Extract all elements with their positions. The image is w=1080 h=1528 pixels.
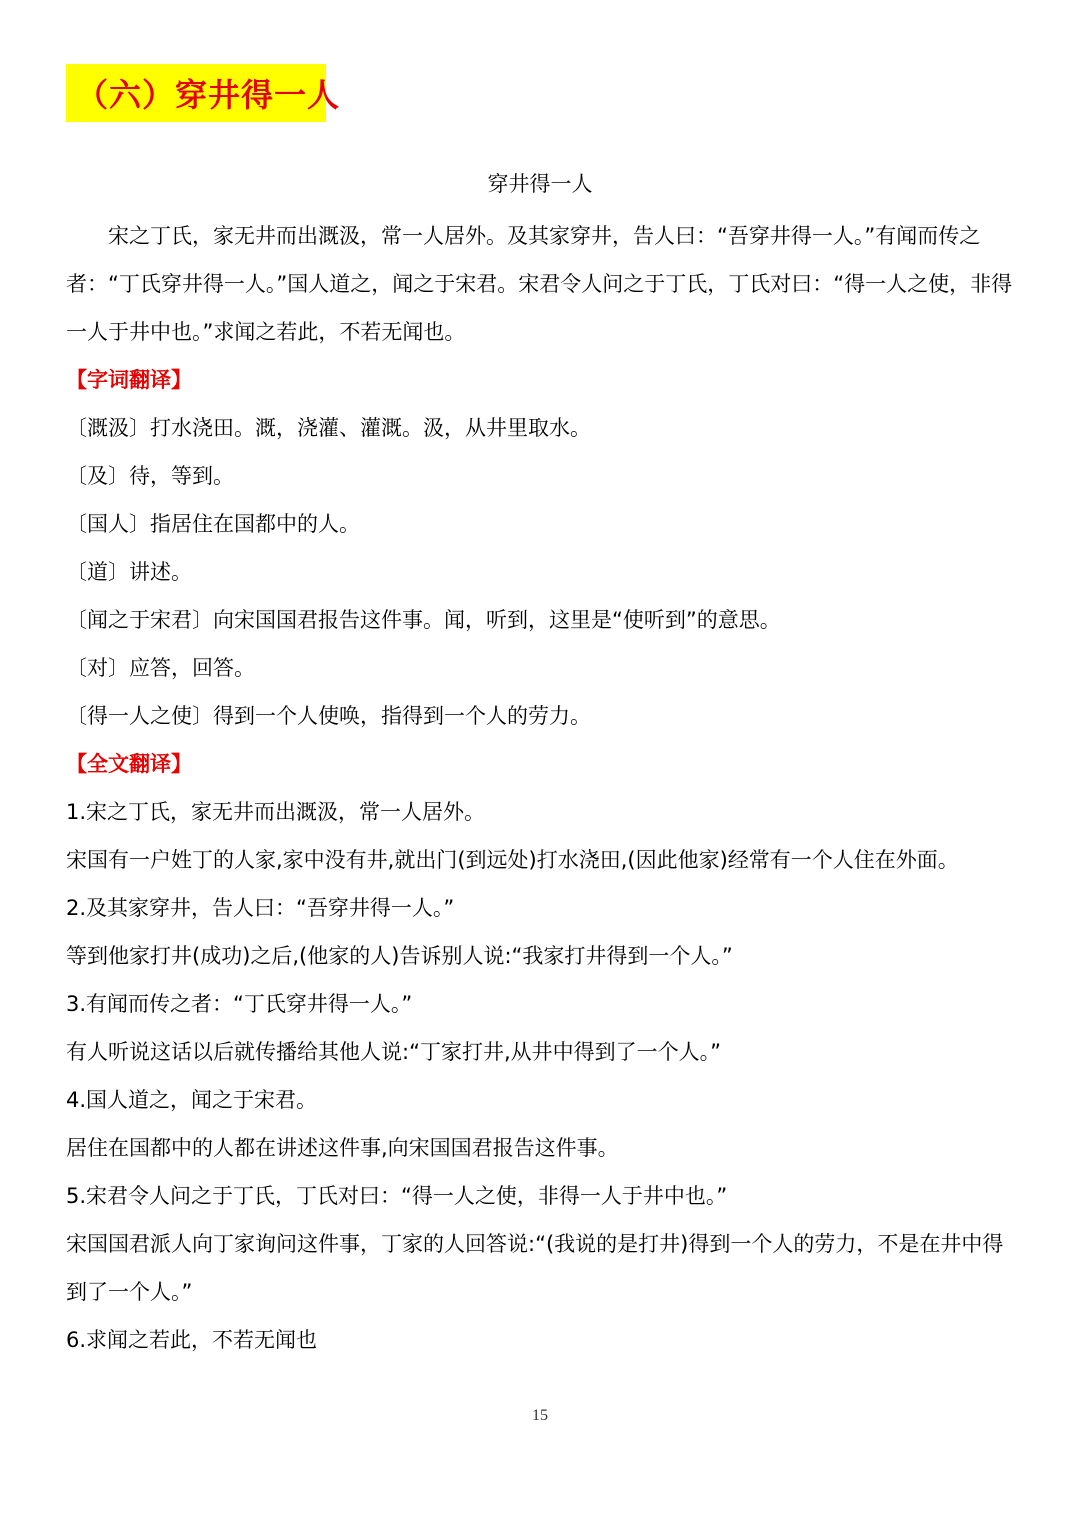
sentence-original: 6.求闻之若此，不若无闻也 bbox=[66, 1328, 318, 1352]
sentence-original: 3.有闻而传之者：“丁氏穿井得一人。” bbox=[66, 992, 413, 1016]
full-translation-heading: 【全文翻译】 bbox=[66, 752, 192, 776]
section-heading: （六）穿井得一人 bbox=[76, 76, 341, 114]
sentence-original: 1.宋之丁氏，家无井而出溉汲，常一人居外。 bbox=[66, 800, 486, 824]
word-translation-item: 〔闻之于宋君〕向宋国国君报告这件事。闻，听到，这里是“使听到”的意思。 bbox=[66, 608, 781, 632]
original-text-paragraph: 宋之丁氏，家无井而出溉汲，常一人居外。及其家穿井，告人曰：“吾穿井得一人。”有闻而传之者：“丁氏穿井得一人。”国人道之，闻之于宋君。宋君令人问之于丁氏，丁氏对曰：“得一人之使，非得一人于井中也。”求闻之若此，不若无闻也。 bbox=[66, 224, 1013, 344]
sentence-original: 2.及其家穿井，告人曰：“吾穿井得一人。” bbox=[66, 896, 455, 920]
sentence-translation: 宋国有一户姓丁的人家,家中没有井,就出门(到远处)打水浇田,(因此他家)经常有一个人住在外面。 bbox=[66, 848, 959, 872]
document-body bbox=[66, 212, 1016, 1364]
sentence-translation: 居住在国都中的人都在讲述这件事,向宋国国君报告这件事。 bbox=[66, 1136, 619, 1160]
page-number: 15 bbox=[532, 1407, 548, 1424]
sentence-translation: 宋国国君派人向丁家询问这件事，丁家的人回答说:“(我说的是打井)得到一个人的劳力，不是在井中得到了一个人。” bbox=[66, 1232, 1004, 1304]
word-translation-item: 〔得一人之使〕得到一个人使唤，指得到一个人的劳力。 bbox=[66, 704, 591, 728]
sentence-translation: 等到他家打井(成功)之后,(他家的人)告诉别人说:“我家打井得到一个人。” bbox=[66, 944, 733, 968]
word-translation-item: 〔道〕讲述。 bbox=[66, 560, 192, 584]
document-title: 穿井得一人 bbox=[487, 172, 593, 196]
section-heading-banner bbox=[66, 64, 341, 122]
sentence-translation: 有人听说这话以后就传播给其他人说:“丁家打井,从井中得到了一个人。” bbox=[66, 1040, 722, 1064]
word-translation-item: 〔对〕应答，回答。 bbox=[66, 656, 255, 680]
sentence-original: 4.国人道之，闻之于宋君。 bbox=[66, 1088, 318, 1112]
word-translation-item: 〔国人〕指居住在国都中的人。 bbox=[66, 512, 360, 536]
word-translation-heading: 【字词翻译】 bbox=[66, 368, 192, 392]
word-translation-item: 〔及〕待，等到。 bbox=[66, 464, 234, 488]
word-translation-item: 〔溉汲〕打水浇田。溉，浇灌、灌溉。汲，从井里取水。 bbox=[66, 416, 591, 440]
sentence-original: 5.宋君令人问之于丁氏，丁氏对曰：“得一人之使，非得一人于井中也。” bbox=[66, 1184, 728, 1208]
